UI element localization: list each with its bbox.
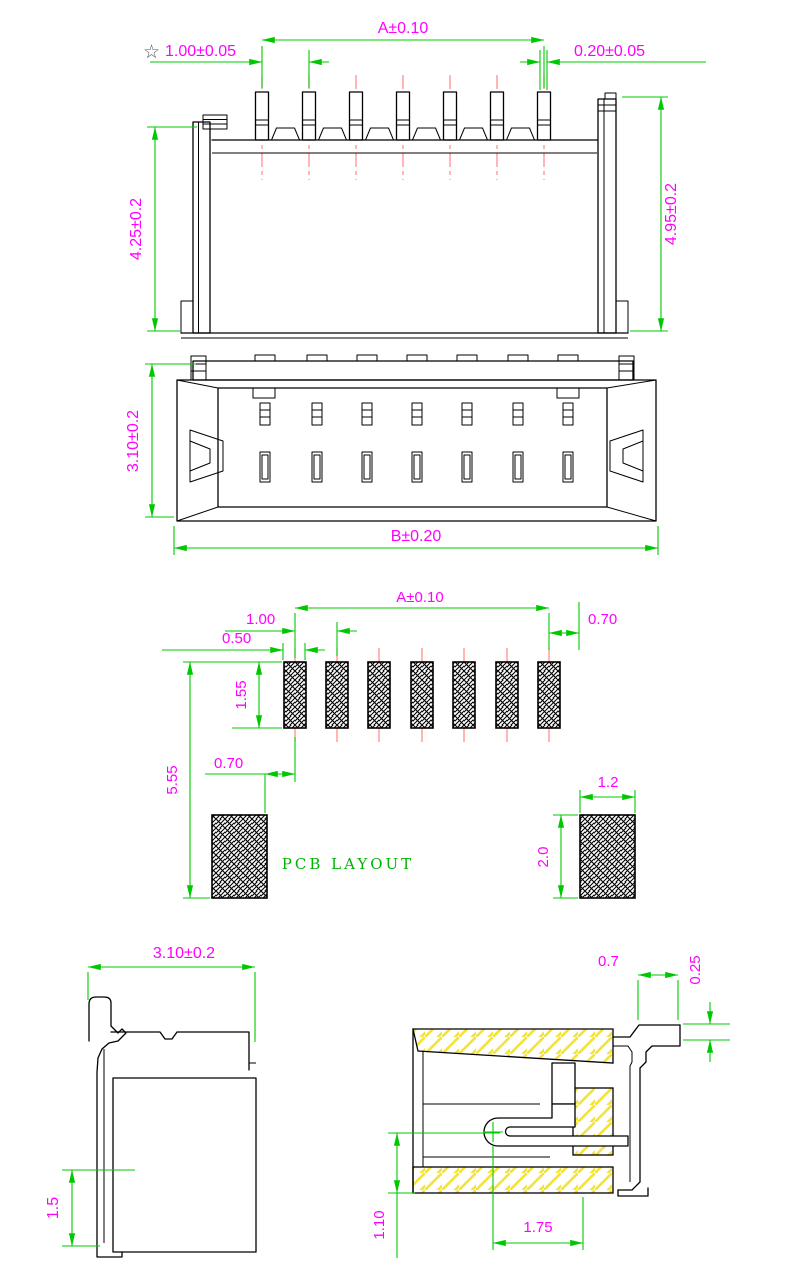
pin — [256, 75, 269, 180]
front-view — [125, 355, 658, 555]
star-mark: ☆ — [143, 41, 161, 63]
dim-pcb-span — [295, 589, 549, 658]
section-view — [371, 953, 730, 1258]
dim-side-foot-label: 1.5 — [45, 1196, 62, 1220]
dim-front-height-label: 3.10±0.2 — [125, 409, 142, 473]
pcb-pad — [411, 648, 433, 742]
pcb-layout — [162, 589, 635, 898]
dim-contact-height — [371, 1133, 500, 1258]
mating-channel — [552, 1063, 575, 1104]
pcb-pad — [453, 648, 475, 742]
dim-lead-length — [598, 953, 678, 1020]
dim-lead-length-label: 0.7 — [598, 953, 619, 970]
dim-contact-offset-label: 1.75 — [523, 1219, 553, 1236]
dim-pin-width-label: 0.20±0.05 — [574, 43, 646, 60]
pcb-pad — [538, 648, 560, 742]
dim-span-label: A±0.10 — [377, 20, 429, 37]
housing-bump — [507, 128, 535, 140]
dim-front-height — [125, 364, 196, 517]
pcb-pad — [496, 648, 518, 742]
pcb-layout-title: PCB LAYOUT — [281, 855, 415, 873]
section-body — [413, 1029, 628, 1193]
housing-bump — [272, 128, 300, 140]
dim-height-left-label: 4.25±0.2 — [128, 197, 145, 261]
dim-pad-length-label: 1.55 — [233, 680, 250, 710]
contact-slots — [260, 403, 573, 482]
dim-contact-height-label: 1.10 — [371, 1210, 388, 1240]
dim-height-right-label: 4.95±0.2 — [663, 182, 680, 246]
anchor-pad-left — [212, 815, 267, 898]
dim-anchor-length-label: 2.0 — [535, 846, 552, 868]
dim-height-right — [622, 97, 680, 331]
dim-pin-width — [520, 43, 706, 90]
dim-anchor-width — [580, 774, 635, 813]
dim-lead-thickness — [683, 955, 730, 1062]
pin — [303, 75, 316, 180]
top-view — [128, 20, 706, 338]
pcb-pad — [326, 648, 348, 742]
side-view — [45, 945, 256, 1257]
dim-anchor-length — [535, 815, 578, 898]
dim-front-width — [174, 526, 658, 555]
dim-anchor-width-label: 1.2 — [597, 774, 619, 791]
housing-bump — [366, 128, 394, 140]
dim-pcb-overall-label: 5.55 — [164, 765, 181, 795]
section-top-wall — [413, 1029, 613, 1063]
housing-bump — [319, 128, 347, 140]
dim-pad-length — [232, 662, 282, 728]
dim-side-width-label: 3.10±0.2 — [152, 945, 216, 962]
pin — [350, 75, 363, 180]
pin — [538, 75, 551, 180]
front-outline — [177, 355, 656, 521]
dim-pcb-half-label: 0.50 — [222, 630, 252, 647]
dim-pcb-pitch-label: 1.00 — [246, 611, 276, 628]
metal-bracket — [613, 1025, 680, 1196]
anchor-pad-right — [580, 815, 635, 898]
dim-anchor-gap-label: 0.70 — [214, 755, 244, 772]
housing-bump — [460, 128, 488, 140]
dim-anchor-gap — [205, 737, 295, 813]
pin — [444, 75, 457, 180]
dim-contact-offset — [493, 1145, 583, 1250]
dim-pcb-end-offset-label: 0.70 — [588, 611, 618, 628]
dim-pcb-span-label: A±0.10 — [396, 589, 444, 606]
side-latch-right — [610, 430, 643, 482]
pcb-pad — [284, 648, 306, 742]
dim-lead-thickness-label: 0.25 — [687, 955, 704, 985]
dim-pitch-label: 1.00±0.05 — [165, 43, 237, 60]
pcb-pad — [368, 648, 390, 742]
section-bottom-wall — [413, 1167, 613, 1193]
pin — [397, 75, 410, 180]
dim-height-left — [128, 127, 197, 331]
side-outline — [89, 997, 256, 1257]
dim-pitch-top — [143, 41, 329, 88]
pin — [491, 75, 504, 180]
dim-pcb-end-offset — [549, 602, 617, 650]
dim-side-foot — [45, 1170, 135, 1246]
dim-pcb-half-pitch — [162, 630, 325, 660]
housing-bump — [413, 128, 441, 140]
dim-front-width-label: B±0.20 — [390, 528, 442, 545]
